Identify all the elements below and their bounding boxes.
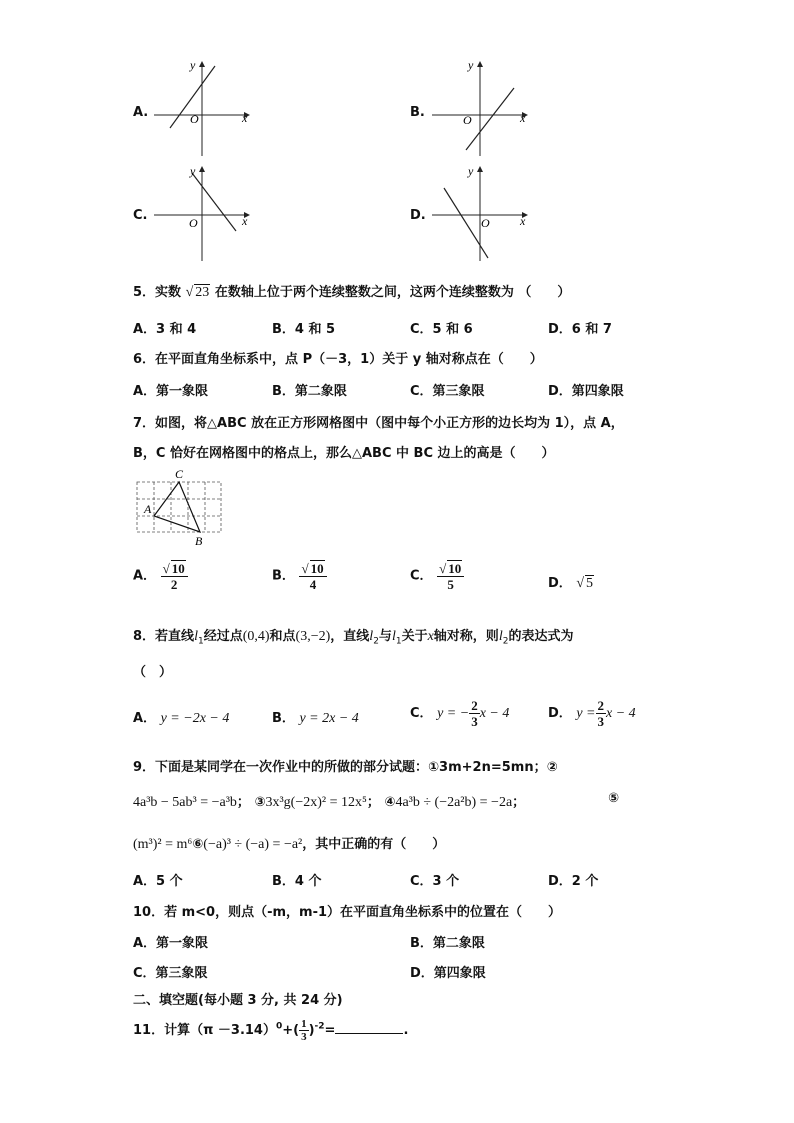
- q7-option-d-radicand: 5: [586, 576, 594, 591]
- q9-stem-line1: 9．下面是某同学在一次作业中的所做的部分试题：①3m+2n=5mn；②: [133, 760, 558, 775]
- q11-den: 3: [301, 1031, 307, 1043]
- q7-option-b-den: 4: [309, 577, 317, 592]
- q9-separator: ；: [236, 795, 250, 810]
- x-axis-label: x: [520, 214, 526, 228]
- q7-option-b-radicand: 10: [310, 561, 324, 576]
- q9-option-a: A．5 个: [133, 874, 183, 889]
- l2-subscript: 2: [373, 636, 379, 647]
- q8-option-d-pre: y =: [576, 706, 596, 721]
- q7-stem-line1: 7．如图，将△ABC 放在正方形网格图中（图中每个小正方形的边长均为 1），点 A，: [133, 416, 624, 431]
- q9-expr-6: (−a)³ ÷ (−a) = −a²: [203, 837, 303, 852]
- vertex-a-label: A: [144, 502, 152, 516]
- q6-stem: 6．在平面直角坐标系中，点 P（－3，1）关于 y 轴对称点在（ ）: [133, 352, 543, 367]
- vertex-b-label: B: [195, 534, 203, 548]
- q4-option-d-label: D.: [410, 208, 426, 223]
- q8-option-d-num: 2: [597, 698, 604, 713]
- q8-text: ，直线: [330, 629, 370, 644]
- q9-label-5: ⑤: [608, 791, 620, 806]
- q4-graph-b: [428, 58, 538, 158]
- q8-option-b-label: B．: [272, 711, 295, 726]
- q8-option-a: [133, 707, 229, 727]
- q5-option-a: A．3 和 4: [133, 322, 197, 337]
- q9-separator: ；: [366, 795, 380, 810]
- q7-option-c-den: 5: [447, 577, 454, 592]
- q8-option-d-label: D．: [548, 706, 572, 721]
- origin-label: O: [189, 216, 198, 230]
- q4-line-c: [192, 173, 236, 231]
- q7-option-a: A． $\frac{√ 10}{2}$: [133, 560, 188, 592]
- q8-option-d-post: x − 4: [606, 706, 636, 721]
- section-2-title: 二、填空题(每小题 3 分, 共 24 分): [133, 993, 343, 1008]
- q10-option-d: D．第四象限: [410, 966, 486, 981]
- q5-stem: 5．实数 √ 23 在数轴上位于两个连续整数之间，这两个连续整数为 （ ）: [133, 285, 571, 300]
- q9-expr-3: 3x³g(−2x)² = 12x⁵: [265, 795, 367, 810]
- q8-option-a-expr: y = −2x − 4: [160, 711, 230, 726]
- y-axis-label: y: [468, 164, 474, 178]
- q8-text: 经过点: [203, 629, 243, 644]
- q8-option-c: [410, 698, 509, 729]
- q6-option-c: C．第三象限: [410, 384, 485, 399]
- origin-label: O: [463, 113, 472, 127]
- x-variable: x: [427, 629, 434, 644]
- q8-text: 轴对称，则: [433, 629, 499, 644]
- y-axis-label: y: [190, 58, 196, 72]
- q8-option-c-pre: y = −: [437, 706, 470, 721]
- q8-text: 关于: [401, 629, 428, 644]
- q7-option-b: B． $\frac{√ 10}{4}$: [272, 560, 327, 592]
- q4-option-c-label: C.: [133, 208, 148, 223]
- q4-graph-a: [150, 58, 260, 158]
- q10-option-b: B．第二象限: [410, 936, 485, 951]
- l1-symbol: l: [194, 629, 198, 644]
- q9-expr-4: 4a³b ÷ (−2a²b) = −2a: [395, 795, 513, 810]
- q7-option-c-radicand: 10: [448, 561, 462, 576]
- vertex-c-label: C: [175, 468, 184, 481]
- q10-option-a: A．第一象限: [133, 936, 209, 951]
- q9-stem-line3: [133, 833, 445, 853]
- q11-eq: =: [324, 1023, 336, 1038]
- q9-expr-5: (m³)² = m⁶: [133, 837, 193, 852]
- q8-number: 8．: [133, 629, 156, 644]
- q10-option-c: C．第三象限: [133, 966, 208, 981]
- x-axis-label: x: [242, 214, 248, 228]
- q5-text-post: 在数轴上位于两个连续整数之间，这两个连续整数为 （ ）: [214, 285, 571, 300]
- q10-stem: 10．若 m<0，则点（-m，m-1）在平面直角坐标系中的位置在（ ）: [133, 905, 562, 920]
- q6-option-b: B．第二象限: [272, 384, 347, 399]
- q4-option-a-label: A.: [133, 105, 149, 120]
- q7-option-b-label: B．: [272, 568, 295, 584]
- q5-number: 5．: [133, 285, 156, 300]
- point-3-neg2: (3,−2): [295, 629, 331, 644]
- q7-option-a-den: 2: [170, 577, 178, 592]
- point-0-4: (0,4): [242, 629, 270, 644]
- q9-stem-line2: [133, 791, 525, 811]
- q7-option-a-label: A．: [133, 568, 157, 584]
- q6-option-a: A．第一象限: [133, 384, 209, 399]
- q8-option-c-label: C．: [410, 706, 433, 721]
- q8-option-a-label: A．: [133, 711, 157, 726]
- q4-graph-c: [150, 163, 260, 263]
- q11-num: 1: [301, 1018, 307, 1030]
- q8-text: 的表达式为: [508, 629, 574, 644]
- q8-option-d: [548, 698, 636, 729]
- q8-option-d-den: 3: [597, 714, 604, 729]
- q7-option-c-label: C．: [410, 568, 433, 584]
- l1-subscript: 1: [197, 636, 204, 647]
- q8-option-b-expr: y = 2x − 4: [299, 711, 359, 726]
- q9-tail: ，其中正确的有（ ）: [302, 837, 446, 852]
- l2-subscript: 2: [502, 636, 509, 647]
- q8-option-c-num: 2: [471, 698, 478, 713]
- q11-plus: +(: [282, 1023, 300, 1038]
- q5-option-b: B．4 和 5: [272, 322, 336, 337]
- q11-exp0: 0: [275, 1021, 283, 1032]
- q7-option-d: D． √ 5: [548, 576, 594, 591]
- q9-expr-2: 4a³b − 5ab³ = −a³b: [133, 795, 237, 810]
- l1-subscript: 1: [395, 636, 402, 647]
- q5-text-pre: 实数: [155, 285, 182, 300]
- q9-option-d: D．2 个: [548, 874, 599, 889]
- y-axis-label: y: [190, 164, 196, 178]
- q11-exp: -2: [314, 1021, 325, 1032]
- q5-radicand: 23: [195, 285, 210, 300]
- x-axis-label: x: [242, 111, 248, 125]
- q4-option-b-label: B.: [410, 105, 425, 120]
- q9-label-3: ③: [254, 795, 266, 810]
- q7-grid-figure: [133, 468, 225, 548]
- l2-symbol: l: [498, 629, 503, 644]
- q4-line-b: [466, 88, 514, 150]
- q11-stem: 11．计算$(\pi -3.14)^0+$( $\frac{1}{3}$ )$^{-2}$= .: [133, 1018, 409, 1043]
- q11-end: .: [403, 1023, 409, 1038]
- q9-label-4: ④: [384, 795, 396, 810]
- q9-option-b: B．4 个: [272, 874, 322, 889]
- x-axis-label: x: [520, 111, 526, 125]
- q7-option-d-label: D．: [548, 576, 572, 591]
- q8-text: 若直线: [155, 629, 195, 644]
- q8-stem: [133, 625, 573, 647]
- q11-pre: 11．计算（π －3.14）: [133, 1023, 276, 1038]
- q7-option-c: C． $\frac{√ 10}{5}$: [410, 560, 464, 592]
- l1-symbol: l: [391, 629, 396, 644]
- origin-label: O: [481, 216, 490, 230]
- q9-label-6: ⑥: [192, 837, 204, 852]
- q5-option-d: D．6 和 7: [548, 322, 612, 337]
- q8-text: 和点: [269, 629, 296, 644]
- q8-option-b: [272, 707, 359, 727]
- q8-option-c-post: x − 4: [479, 706, 510, 721]
- q6-option-d: D．第四象限: [548, 384, 624, 399]
- q7-option-a-radicand: 10: [171, 561, 185, 576]
- l2-symbol: l: [369, 629, 374, 644]
- triangle-abc: [154, 482, 200, 532]
- q8-option-c-den: 3: [471, 714, 478, 729]
- q11-answer-blank[interactable]: [335, 1021, 403, 1034]
- q4-graph-d: [428, 163, 538, 263]
- q9-option-c: C．3 个: [410, 874, 460, 889]
- q8-text: 与: [378, 629, 392, 644]
- q5-option-c: C．5 和 6: [410, 322, 473, 337]
- y-axis-label: y: [468, 58, 474, 72]
- origin-label: O: [190, 112, 199, 126]
- q7-stem-line2: B，C 恰好在网格图中的格点上，那么△ABC 中 BC 边上的高是（ ）: [133, 446, 555, 461]
- q9-separator: ；: [512, 795, 526, 810]
- q8-bracket: （ ）: [133, 665, 173, 680]
